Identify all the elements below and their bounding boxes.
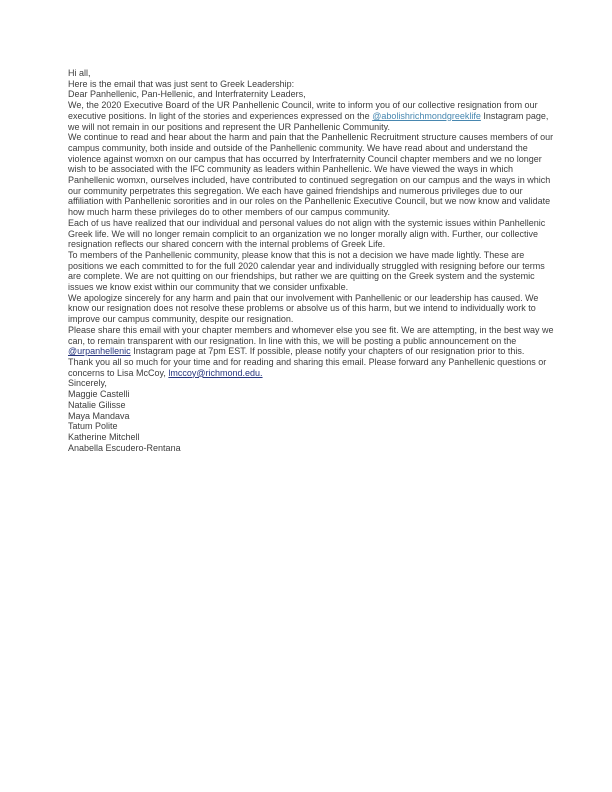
paragraph-share-text-after: Instagram page at 7pm EST. If possible, please notify your chapters of our resignation prior to this. — [130, 346, 525, 357]
paragraph-share-text-before: Please share this email with your chapter members and whomever else you see fit. We are attempting, in the best way we can, to remain transparent with our resignation. In line with this, we will be posting a public announcement on the — [68, 324, 554, 346]
paragraph-resignation — [68, 100, 556, 132]
signatory-name: Katherine Mitchell — [68, 431, 140, 442]
signatory-name: Anabella Escudero-Rentana — [68, 442, 181, 453]
signatory-name: Tatum Polite — [68, 421, 118, 432]
signatory-name: Maggie Castelli — [68, 389, 130, 400]
paragraph-thanks-text-before: Thank you all so much for your time and for reading and sharing this email. Please forward any Panhellenic questions or concerns to Lisa McCoy, — [68, 356, 547, 378]
greeting-line: Hi all, — [68, 68, 91, 78]
lisa-mccoy-email-link[interactable]: lmccoy@richmond.edu. — [168, 367, 263, 378]
signatory-name: Natalie Gilisse — [68, 399, 126, 410]
paragraph-thanks — [68, 357, 556, 378]
signature-block — [68, 389, 556, 453]
paragraph-resignation-text-after: Instagram page, we will not remain in our positions and represent the UR Panhellenic Community. — [68, 110, 549, 132]
paragraph-values: Each of us have realized that our individual and personal values do not align with the systemic issues within Panhellenic Greek life. We will no longer remain complicit to an organization we no longer morally align with. Further, our collective resignation reflects our shared concern with the internal problems of Greek Life. — [68, 217, 546, 250]
paragraph-apology: We apologize sincerely for any harm and pain that our involvement with Panhellenic or our leadership has caused. We know our resignation does not resolve these problems or absolve us of this harm, but we intend to individually work to improve our campus community, despite our resignation. — [68, 292, 539, 325]
paragraph-resignation-text-before: We, the 2020 Executive Board of the UR Panhellenic Council, write to inform you of our collective resignation from our executive positions. In light of the stories and experiences expressed on the — [68, 100, 538, 121]
paragraph-decision: To members of the Panhellenic community, please know that this is not a decision we have made lightly. These are positions we each committed to for the full 2020 calendar year and individually struggled with resigning before our terms are complete. We are not quitting on our friendships, but rather we are quitting on the Greek system and the systemic issues we know exist within our community that we consider unfixable. — [68, 249, 545, 293]
salutation-line: Dear Panhellenic, Pan-Hellenic, and Interfraternity Leaders, — [68, 89, 306, 100]
intro-line: Here is the email that was just sent to Greek Leadership: — [68, 78, 295, 89]
paragraph-share — [68, 325, 556, 357]
paragraph-harm: We continue to read and hear about the harm and pain that the Panhellenic Recruitment structure causes members of our campus community, both inside and outside of the Panhellenic community. We have read about and understand the violence against womxn on our campus that has occurred by Interfraternity Council chapter members and we no longer wish to be associated with the IFC community as leaders within Panhellenic. We have viewed the ways in which Panhellenic womxn, ourselves included, have contributed to continued segregation on our campus and the ways in which our community perpetrates this segregation. We each have gained friendships and numerous privileges due to our affiliation with Panhellenic sororities and in our roles on the Panhellenic Executive Council, but we now know and validate how much harm these privileges do to other members of our campus community. — [68, 132, 554, 218]
signatory-name: Maya Mandava — [68, 410, 130, 421]
abolishrichmondgreeklife-instagram-link[interactable]: @abolishrichmondgreeklife — [372, 110, 481, 121]
urpanhellenic-instagram-link[interactable]: @urpanhellenic — [68, 346, 131, 357]
closing-line: Sincerely, — [68, 378, 107, 389]
